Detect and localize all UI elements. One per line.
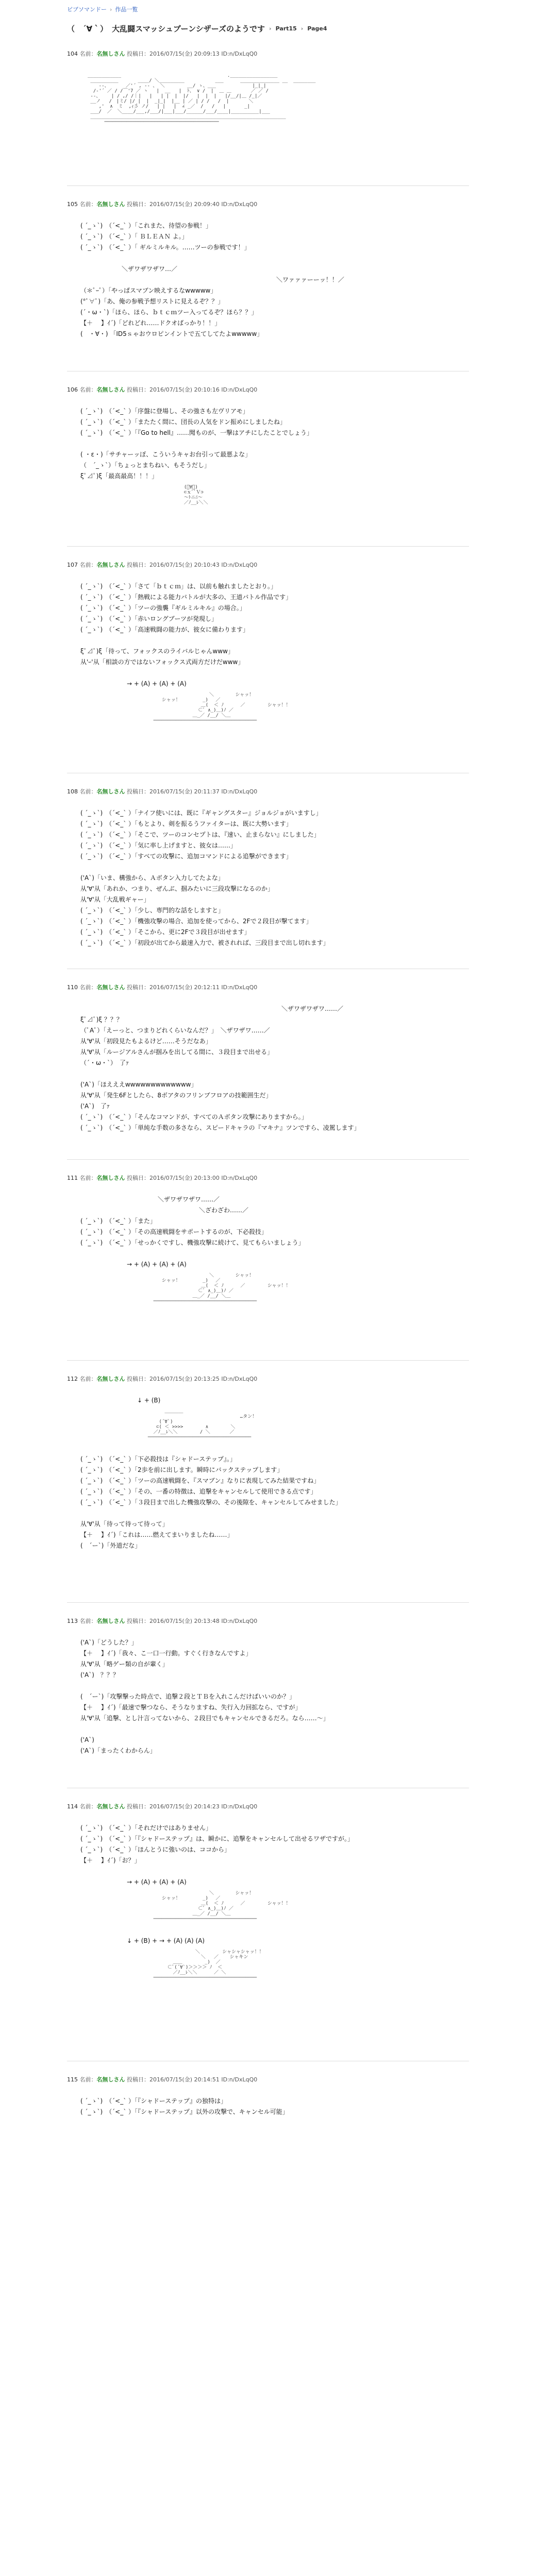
- poster-name: 名無しさん: [96, 1376, 125, 1382]
- post-line: ( ´_ゝ`) （´<_` ）「またたく間に、団長の人気をドン振めにしましたね」: [80, 418, 287, 426]
- combo-input: → + (A) + (A) + (A): [127, 680, 187, 687]
- post-line: (*ﾟ∀ﾟ)「あ、俺の参戦予想リストに見えるぞ？？」: [80, 298, 224, 305]
- post-line: 从'∀'从「ルージアルさんが掴みを出してる間に、３段目まで出せる」: [80, 1048, 274, 1056]
- post-line: ( ´_ゝ`) （´<_` ）「熱戦による能力バトルが大多の、王道バトル作品です」: [80, 594, 292, 601]
- post-line: （＊ﾟｰﾟ）「やっぱスマブン映えするなwwwww」: [80, 287, 217, 294]
- post-header: 115 名前：名無しさん 投稿日：2016/07/15(金) 20:14:51 ID:n/DxLqQ0: [67, 2076, 258, 2083]
- combo-input: → + (A) + (A) + (A): [127, 1878, 187, 1886]
- post-line: ('A`)「まったくわからん」: [80, 1747, 156, 1754]
- post: [67, 983, 469, 1133]
- post-line: ( ´_ゝ`) （´<_` ）「 ギルミルキル。……ツーの参戦です！」: [80, 244, 250, 251]
- post-date: 2016/07/15(金) 20:11:37: [149, 788, 220, 795]
- post: [67, 385, 469, 509]
- post-header: 107 名前：名無しさん 投稿日：2016/07/15(金) 20:10:43 ID:n/DxLqQ0: [67, 562, 258, 568]
- post-line: ( ・∀・) 「ID5ｓゃおウロピンイントで五てしてたよwwwww」: [80, 330, 263, 337]
- post-header: 111 名前：名無しさん 投稿日：2016/07/15(金) 20:13:00 ID:n/DxLqQ0: [67, 1175, 258, 1181]
- post-line: ( ´_ゝ`) （´<_` ）「ツーの強襲『ギルミルキル』の場合。」: [80, 604, 246, 612]
- post-line: ( ´_ゝ`) （´<_` ）「『シャドーステップ』の独特は」: [80, 2097, 227, 2105]
- poster-name: 名無しさん: [96, 562, 125, 568]
- post: [67, 200, 469, 340]
- post-line: （ﾟAﾟ）「えーっと、つまりどれくらいなんだ？」 ＼ザワザワ……／: [80, 1027, 270, 1034]
- post-date: 2016/07/15(金) 20:12:11: [149, 984, 220, 991]
- post-line: ( ´_ゝ`) （´<_` ）「高速戦闘の能力が、彼女に備わります」: [80, 626, 249, 633]
- post-line: ξﾟ⊿ﾟ)ξ「最高最高！！！」: [80, 472, 158, 480]
- post-line: ＼ザワザワザワ……／: [281, 1005, 344, 1012]
- poster-name: 名無しさん: [96, 788, 125, 795]
- poster-id: ID:n/DxLqQ0: [221, 1803, 258, 1810]
- post-line: ( ´_ゝ`) （´<_` ）「さて「ｂｔｃｍ」は、以前も触れましたとおり。」: [80, 583, 277, 590]
- post-date: 2016/07/15(金) 20:09:13: [149, 50, 220, 57]
- post-date: 2016/07/15(金) 20:10:43: [149, 562, 220, 568]
- post-line: （ ´_ゝ`）「ちょっとまちねい、もそうだし」: [80, 462, 211, 469]
- post-line: ( ´_ゝ`) （´<_` ）「３段目まで出した機強攻撃の、その後隙を、キャンセルしてみせました」: [80, 1499, 342, 1506]
- page-title: [67, 22, 469, 35]
- post-number: 107: [67, 562, 78, 568]
- post-line: ( ´_ゝ`) （´<_` ）「それだけではありません」: [80, 1824, 212, 1832]
- post-line: ('A`)「どうした？」: [80, 1639, 138, 1646]
- post-line: ( ´_ゝ`) （´<_` ）「『Go to hell』……聞ものが、一撃はアチにしたことでしょう」: [80, 429, 313, 436]
- page-label: Page4: [307, 25, 327, 32]
- post-date: 2016/07/15(金) 20:13:48: [149, 1618, 220, 1624]
- poster-name: 名無しさん: [96, 50, 125, 57]
- post-number: 111: [67, 1175, 78, 1181]
- title-face: （ ´∀｀）: [67, 24, 108, 33]
- post-line: 从'∀'从「初段見たもよるけど……そうだなあ」: [80, 1038, 212, 1045]
- post-line: ( ´ー`)「攻撃撃った時点で、追撃２段とＴＢを入れこんだけばいいのか？」: [80, 1693, 296, 1700]
- ascii-art-action: ＼ シャッ！ シャッ！ _) ／ ＿( ＜ ﾉ ／ シャッ！！ ⊂ﾞ ∧_)＿)ﾉ ／ ＿_／ /__/ ＼＿ ─────────────────────────────────────: [153, 1891, 291, 1922]
- post-line: ( ´_ゝ`) （´<_` ）「下必殺技は『シャドーステップ』。」: [80, 1455, 236, 1463]
- post: [67, 1375, 469, 1551]
- post-line: ( ´_ゝ`) （´<_` ）「2歩を前に出します。瞬時にバックステップします」: [80, 1466, 283, 1473]
- post-line: 【＋ 】ｲ´)「最速で撃つなら、そうなりますね、失行入力回拡なら、ですが」: [80, 1704, 301, 1711]
- post-date: 2016/07/15(金) 20:14:23: [149, 1803, 220, 1810]
- ascii-art-action: ＼ シャッ！ シャッ！ _) ／ ＿( ＜ ﾉ ／ シャッ！！ ⊂ﾞ ∧_)＿)ﾉ ／ ＿_／ /__/ ＼＿ ─────────────────────────────────────: [153, 1273, 291, 1304]
- post-line: ( ´_ゝ`) （´<_` ）「 ＢＬＥＡＮ よ。」: [80, 233, 188, 240]
- post-line: ( ´ー`)「外道だな」: [80, 1542, 141, 1549]
- post-line: ( ´_ゝ`) （´<_` ）「すべての攻撃に、追加コマンドによる追撃ができます」: [80, 853, 292, 860]
- breadcrumb: [67, 5, 138, 13]
- post-number: 110: [67, 984, 78, 991]
- chevron-right-icon: ›: [300, 25, 304, 32]
- post-line: ( ´_ゝ`) （´<_` ）「機強攻撃の場合、追加を使ってから、2Fで２段目が撃てます」: [80, 918, 312, 925]
- post-number: 113: [67, 1618, 78, 1624]
- title-text: 大乱闘スマッシュブーンシザーズのようです: [112, 24, 265, 33]
- breadcrumb-separator: ›: [110, 6, 112, 13]
- post-line: ( ´_ゝ`) （´<_` ）「単純な手数の多さなら、スピードキャラの『マキナ』ツンですら、凌駕します」: [80, 1124, 360, 1131]
- post-line: 从'∀'从「追撃、とし汁言ってないから、２段目でもキャンセルできるだろ。なら……〜」: [80, 1715, 329, 1722]
- poster-id: ID:n/DxLqQ0: [221, 984, 258, 991]
- post-line: 【＋ 】ｲ´)「これは……燃えてまいりましたね……」: [80, 1531, 233, 1538]
- post-line: ( ・ε・)「サチャーッぽ、こういうキャお台引って最悪よな」: [80, 451, 252, 458]
- post-line: 【＋ 】ｲ´)「どれどれ……ドクオばっかり！！」: [80, 319, 221, 327]
- poster-id: ID:n/DxLqQ0: [221, 201, 258, 208]
- post-number: 114: [67, 1803, 78, 1810]
- post-line: ( ´_ゝ`) （´<_` ）「少し、専門的な話をしますと」: [80, 907, 225, 914]
- post-line: 从'∀'从「発生6Fとしたら、8ボアタのフリンブフロアの技範囲生だ」: [80, 1092, 272, 1099]
- post-line: ξﾟ⊿ﾟ)ξ「待って、フォックスのライバルじゃんwww」: [80, 648, 234, 655]
- post-line: ( ´_ゝ`) （´<_` ）「せっかくですし、機強攻撃に続けて、見てもらいましょう」: [80, 1239, 305, 1246]
- post-line: ( ´_ゝ`) （´<_` ）「もとより、剣を振るうファイターは、既に大勢います」: [80, 820, 292, 827]
- post-line: ( ´_ゝ`) （´<_` ）「これまた、待望の参戦！」: [80, 222, 212, 229]
- breadcrumb-works-link[interactable]: 作品一覧: [115, 6, 138, 13]
- post-line: 【＋ 】ｲ´)「お？」: [80, 1857, 141, 1864]
- post-line: ( ´_ゝ`) （´<_` ）「そこで、ツーのコンセプトは、『速い、止まらない』にしました」: [80, 831, 320, 838]
- post-line: ( ´_ゝ`) （´<_` ）「ツーの高速戦闘を、『スマブン』なりに表現してみた結果ですね」: [80, 1477, 320, 1484]
- post-line: ('A`)「いま、構強から、Ａボタン入力してたよな」: [80, 874, 224, 882]
- post-line: ＼ざわざわ……／: [199, 1207, 249, 1214]
- breadcrumb-home-link[interactable]: ビブソマンドー: [67, 6, 107, 13]
- post-header: 112 名前：名無しさん 投稿日：2016/07/15(金) 20:13:25 ID:n/DxLqQ0: [67, 1376, 258, 1382]
- post: [67, 1174, 469, 1307]
- post-line: 从'∀'从「略ゲー類の自が輩く」: [80, 1660, 169, 1668]
- post-number: 104: [67, 50, 78, 57]
- ascii-art-logo: ____________ ._________________ __________ ____/ ＼_________ ___ ______________ __ ________ ‐-、 ／'´ , -‐ 、 ＼ __/ ゝ、___ |_|_| /‐'´ ／ / /￣'7 ／ ヽ | __ | ﾄ、 ∨ / | ＿ ＿ ／ ／ / ‐-、 | / ,/ /｜| | | | | |/ | | | |/__/|＿ /_|／ __ノ / |ミ/ |/ | | _|_| |__ | ／ | / / / | ＼ ,' ∧ ミ ,ｨ彡 ノ/ | | | ∠ _／ / / | _| ___/ ／ ＼____/___,/___/|___|___/______/___/____|__________|___ ______________________________________________________________________ ─────────────────────────────────────────: [88, 73, 316, 125]
- chevron-right-icon: ›: [269, 25, 272, 32]
- post-line: ( ´_ゝ`) （´<_` ）「『シャドーステップ』は、瞬かに、追撃をキャンセルして出せるワザですが。」: [80, 1835, 354, 1842]
- post-line: 从'∀'从「待って待って待って」: [80, 1520, 169, 1528]
- ascii-art-action: ＼ シャッ！ シャッ！ _) ／ ＿( ＜ ﾉ ／ シャッ！！ ⊂ﾞ ∧_)＿)ﾉ ／ ＿_／ /__/ ＼＿ ─────────────────────────────────────: [153, 692, 291, 723]
- post-line: ('A`) ？？？: [80, 1671, 119, 1679]
- poster-name: 名無しさん: [96, 1803, 125, 1810]
- post-line: （´・ω・`） 了ｧ: [80, 1059, 129, 1066]
- post-line: ＼ザワザワザワ…／: [122, 265, 178, 273]
- post-line: 从'ｰ'从「相談の方ではないフォックス式両方だけだwww」: [80, 658, 244, 666]
- post-line: ( ´_ゝ`) （´<_` ）「そんなコマンドが、すべてのＡボタン攻撃にありますから。」: [80, 1113, 308, 1121]
- ascii-art-action: ＿＿＿＿ …タン！ (´∀`) ⊂( ＜ >>>> ∧ ＼ ／ﾉ__ﾚ＼＼ / ＼ ／ ─────────────────────────────────────: [147, 1409, 257, 1440]
- poster-name: 名無しさん: [96, 1175, 125, 1181]
- poster-id: ID:n/DxLqQ0: [221, 2076, 258, 2083]
- post: [67, 1802, 469, 1984]
- post-header: 110 名前：名無しさん 投稿日：2016/07/15(金) 20:12:11 ID:n/DxLqQ0: [67, 984, 258, 991]
- post-line: ( ´_ゝ`) （´<_` ）「ナイフ使いには、既に『ギャングスター』ジョルジョがいますし」: [80, 809, 322, 817]
- post-line: ( ´_ゝ`) （´<_` ）「赤いロングブーツが発現し」: [80, 615, 217, 622]
- poster-id: ID:n/DxLqQ0: [221, 386, 258, 393]
- post-header: 105 名前：名無しさん 投稿日：2016/07/15(金) 20:09:40 ID:n/DxLqQ0: [67, 201, 258, 208]
- post-line: 【＋ 】ｲ´)「我々、こ一口一行動。すぐく行きなんですよ」: [80, 1650, 252, 1657]
- post-line: (´・ω・`)「ほら、ほら、ｂｔｃｍツー入ってるぞ？ほら？？」: [80, 309, 258, 316]
- post-date: 2016/07/15(金) 20:10:16: [149, 386, 220, 393]
- ascii-art-character: (ﾟ∀ﾟ) ⊂ｘﾞﾞＶ⊃ ～ﾄニﾆ～ ／ﾉ__ﾚ＼＼: [183, 485, 208, 505]
- post-line: ( ´_ゝ`) （´<_` ）「ほんとうに強いのは、ココから」: [80, 1846, 231, 1853]
- post-line: ('A`): [80, 1736, 94, 1743]
- poster-name: 名無しさん: [96, 1618, 125, 1624]
- post-line: 从'∀'从「あれか、つまり、ぜんぶ、掴みたいに三段攻撃になるのか」: [80, 885, 274, 892]
- post-date: 2016/07/15(金) 20:13:25: [149, 1376, 220, 1382]
- post-header: 108 名前：名無しさん 投稿日：2016/07/15(金) 20:11:37 ID:n/DxLqQ0: [67, 788, 258, 795]
- post-header: 114 名前：名無しさん 投稿日：2016/07/15(金) 20:14:23 ID:n/DxLqQ0: [67, 1803, 258, 1810]
- poster-id: ID:n/DxLqQ0: [221, 788, 258, 795]
- post-date: 2016/07/15(金) 20:09:40: [149, 201, 220, 208]
- post-number: 112: [67, 1376, 78, 1382]
- post: [67, 787, 469, 948]
- post-line: ('A`) 了ｧ: [80, 1103, 110, 1110]
- poster-name: 名無しさん: [96, 386, 125, 393]
- post-line: ( ´_ゝ`) （´<_` ）「その、一番の特徴は、追撃をキャンセルして使用できる点です」: [80, 1488, 317, 1495]
- post: [67, 2075, 469, 2117]
- poster-id: ID:n/DxLqQ0: [221, 1175, 258, 1181]
- post-date: 2016/07/15(金) 20:14:51: [149, 2076, 220, 2083]
- post-line: ( ´_ゝ`) （´<_` ）「序盤に登場し、その強さも左ヴリアモ」: [80, 408, 249, 415]
- post-line: ( ´_ゝ`) （´<_` ）「初段が出てから最速入力で、被されれば、三段目まで出し切れます」: [80, 939, 329, 946]
- post-header: 106 名前：名無しさん 投稿日：2016/07/15(金) 20:10:16 ID:n/DxLqQ0: [67, 386, 258, 393]
- post-number: 105: [67, 201, 78, 208]
- post-line: ('A`)「ほえええwwwwwwwwwwwww」: [80, 1081, 197, 1088]
- post-header: 104 名前：名無しさん 投稿日：2016/07/15(金) 20:09:13 ID:n/DxLqQ0: [67, 50, 258, 57]
- poster-id: ID:n/DxLqQ0: [221, 562, 258, 568]
- post-number: 106: [67, 386, 78, 393]
- combo-input: ↓ + (B): [137, 1397, 161, 1404]
- post-line: ξﾟ⊿ﾟ)ξ ？？？: [80, 1016, 123, 1023]
- post-line: ( ´_ゝ`) （´<_` ）「また」: [80, 1217, 157, 1225]
- post-line: ( ´_ゝ`) （´<_` ）「その高速戦闘をサポートするのが、下必殺技」: [80, 1228, 267, 1235]
- ascii-art-action: ＼ シャシャシャッ！！ ＼ ／ シャキン ＿＿ _) ／ ⊂ﾞ(´∀`)＞＞＞＞ ﾉ ＜ ／ﾉ__ﾚ＼＼ ／ ＼ ─────────────────────────────────────: [153, 1950, 264, 1980]
- post-line: ( ´_ゝ`) （´<_` ）「気に率し上げますと、彼女は……」: [80, 842, 237, 849]
- post-line: ＼ワァァァーーッ！！／: [276, 276, 344, 283]
- post-header: 113 名前：名無しさん 投稿日：2016/07/15(金) 20:13:48 ID:n/DxLqQ0: [67, 1618, 258, 1624]
- post-number: 108: [67, 788, 78, 795]
- post: [67, 1617, 469, 1756]
- combo-input: ↓ + (B) + → + (A) (A) (A): [127, 1937, 205, 1944]
- post: [67, 561, 469, 726]
- post-line: ( ´_ゝ`) （´<_` ）「『シャドーステップ』以外の攻撃で、キャンセル可能」: [80, 2108, 289, 2115]
- post: [67, 49, 469, 128]
- poster-id: ID:n/DxLqQ0: [221, 50, 258, 57]
- poster-id: ID:n/DxLqQ0: [221, 1618, 258, 1624]
- poster-name: 名無しさん: [96, 201, 125, 208]
- poster-id: ID:n/DxLqQ0: [221, 1376, 258, 1382]
- post-line: 从'∀'从「大乱戦ギャー」: [80, 896, 150, 903]
- combo-input: → + (A) + (A) + (A): [127, 1261, 187, 1268]
- poster-name: 名無しさん: [96, 984, 125, 991]
- poster-name: 名無しさん: [96, 2076, 125, 2083]
- post-date: 2016/07/15(金) 20:13:00: [149, 1175, 220, 1181]
- post-line: ( ´_ゝ`) （´<_` ）「そこから、更に2Fで３段目が出せます」: [80, 928, 250, 936]
- post-number: 115: [67, 2076, 78, 2083]
- part-label: Part15: [275, 25, 297, 32]
- post-line: ＼ザワザワザワ……／: [158, 1196, 220, 1203]
